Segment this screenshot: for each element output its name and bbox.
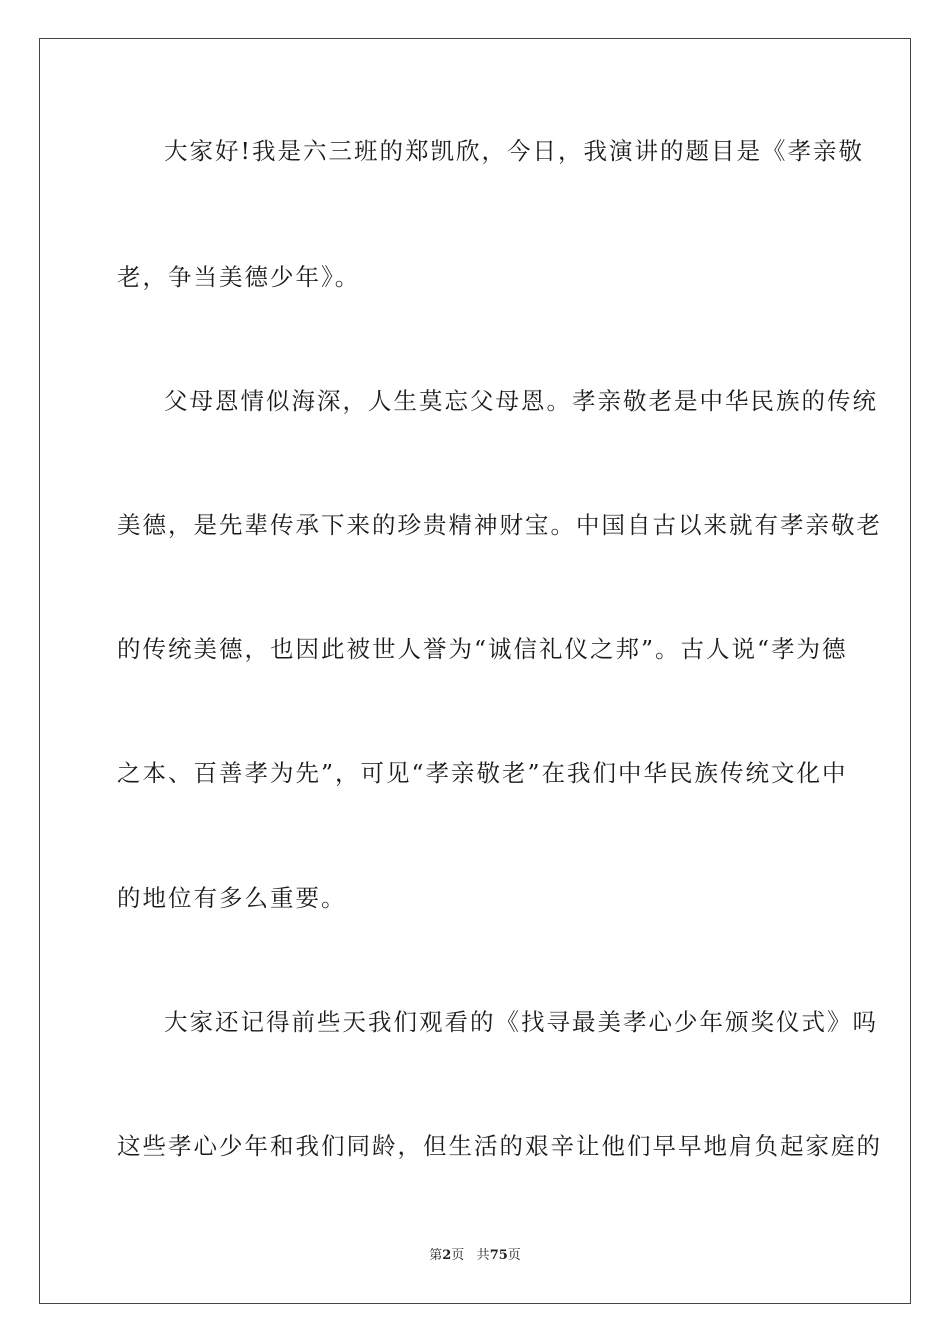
page-footer	[0, 1248, 950, 1264]
body-line-9: 这些孝心少年和我们同龄，但生活的艰辛让他们早早地肩负起家庭的	[117, 1132, 882, 1160]
body-line-8: 大家还记得前些天我们观看的《找寻最美孝心少年颁奖仪式》吗	[164, 1008, 878, 1036]
page-frame	[39, 38, 911, 1304]
body-line-7: 的地位有多么重要。	[117, 884, 347, 912]
body-line-5: 的传统美德，也因此被世人誉为“诚信礼仪之邦”。古人说“孝为德	[117, 635, 848, 663]
footer-total-pages: 75	[489, 1248, 508, 1263]
footer-total-suffix: 页	[507, 1248, 521, 1263]
body-line-6: 之本、百善孝为先”，可见“孝亲敬老”在我们中华民族传统文化中	[117, 759, 848, 787]
body-line-2: 老，争当美德少年》。	[117, 263, 361, 291]
footer-total-prefix: 共	[476, 1248, 490, 1263]
body-line-3: 父母恩情似海深，人生莫忘父母恩。孝亲敬老是中华民族的传统	[164, 387, 878, 415]
body-line-1: 大家好!我是六三班的郑凯欣，今日，我演讲的题目是《孝亲敬	[164, 137, 864, 165]
body-line-4: 美德，是先辈传承下来的珍贵精神财宝。中国自古以来就有孝亲敬老	[117, 511, 882, 539]
footer-page-prefix: 第	[429, 1248, 443, 1263]
footer-page-suffix: 页	[451, 1248, 465, 1263]
footer-page-number: 2	[442, 1248, 452, 1263]
